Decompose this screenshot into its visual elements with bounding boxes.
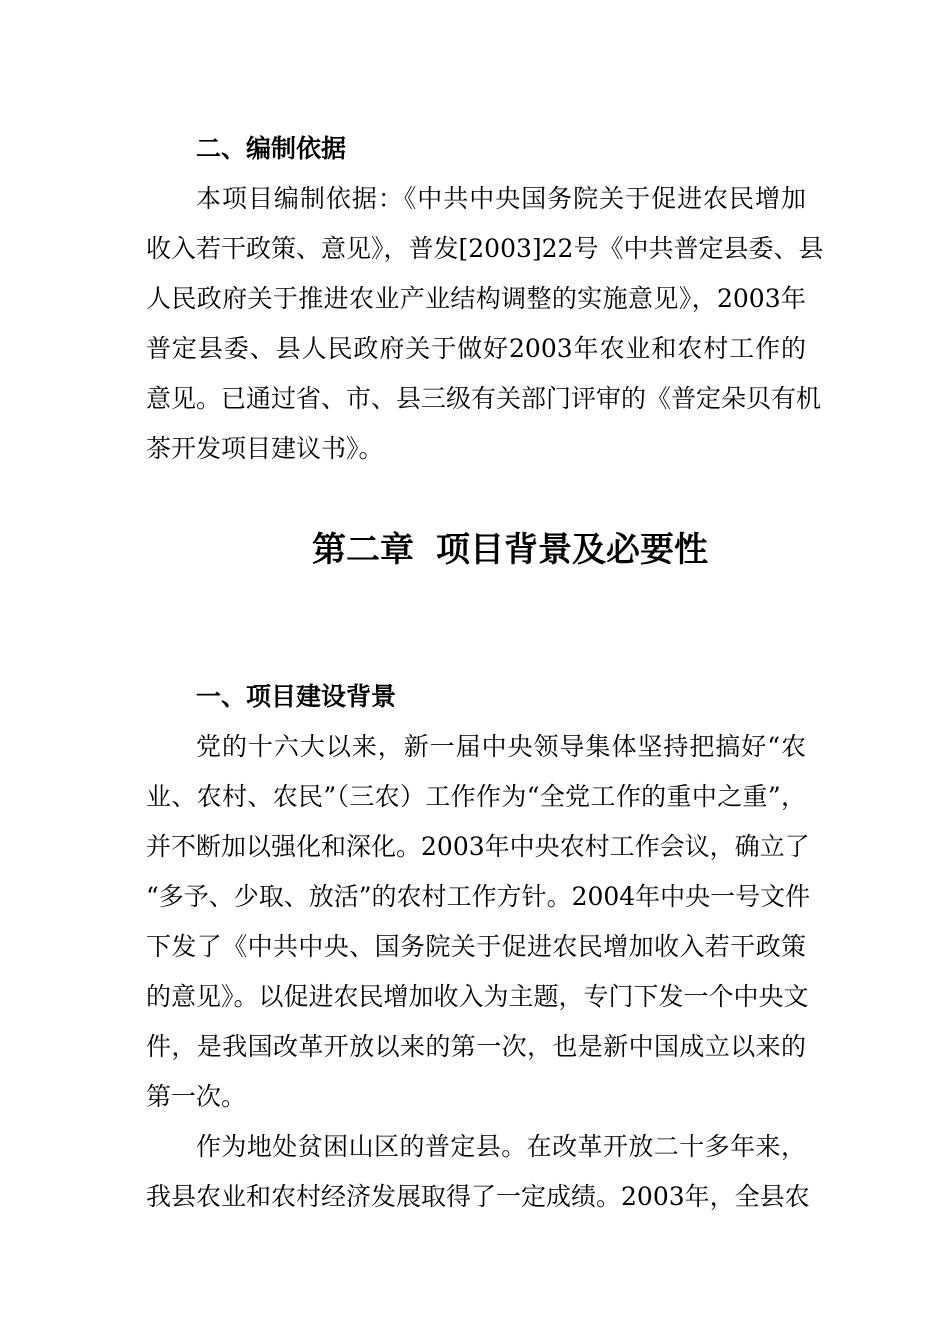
paragraph-line: “多予、少取、放活”的农村工作方针。2004年中央一号文件 — [146, 882, 811, 911]
paragraph-line: 收入若干政策、意见》，普发[2003]22号《中共普定县委、县 — [146, 234, 824, 263]
section-heading-basis: 二、编制依据 — [196, 134, 347, 163]
chapter-title — [0, 530, 950, 570]
paragraph-line: 的意见》。以促进农民增加收入为主题，专门下发一个中央文 — [146, 982, 809, 1011]
paragraph-line: 普定县委、县人民政府关于做好2003年农业和农村工作的 — [146, 334, 806, 363]
chapter-number: 第二章 — [312, 530, 414, 570]
paragraph-line: 件，是我国改革开放以来的第一次，也是新中国成立以来的 — [146, 1032, 806, 1061]
paragraph-line: 下发了《中共中央、国务院关于促进农民增加收入若干政策 — [146, 932, 806, 961]
section-heading-background: 一、项目建设背景 — [196, 682, 397, 711]
paragraph-line: 本项目编制依据：《中共中央国务院关于促进农民增加 — [196, 184, 806, 213]
paragraph-line: 作为地处贫困山区的普定县。在改革开放二十多年来， — [196, 1132, 806, 1161]
paragraph-line: 人民政府关于推进农业产业结构调整的实施意见》，2003年 — [146, 284, 806, 313]
paragraph-line: 第一次。 — [146, 1082, 247, 1111]
paragraph-line: 意见。已通过省、市、县三级有关部门评审的《普定朵贝有机 — [146, 384, 822, 413]
chapter-name: 项目背景及必要性 — [436, 530, 708, 570]
paragraph-line: 党的十六大以来，新一届中央领导集体坚持把搞好“农 — [196, 732, 806, 761]
paragraph-line: 茶开发项目建议书》。 — [146, 434, 384, 463]
paragraph-line: 并不断加以强化和深化。2003年中央农村工作会议，确立了 — [146, 832, 810, 861]
paragraph-line: 我县农业和农村经济发展取得了一定成绩。2003年，全县农 — [146, 1182, 810, 1211]
paragraph-line: 业、农村、农民”（三农）工作作为“全党工作的重中之重”， — [146, 782, 806, 811]
